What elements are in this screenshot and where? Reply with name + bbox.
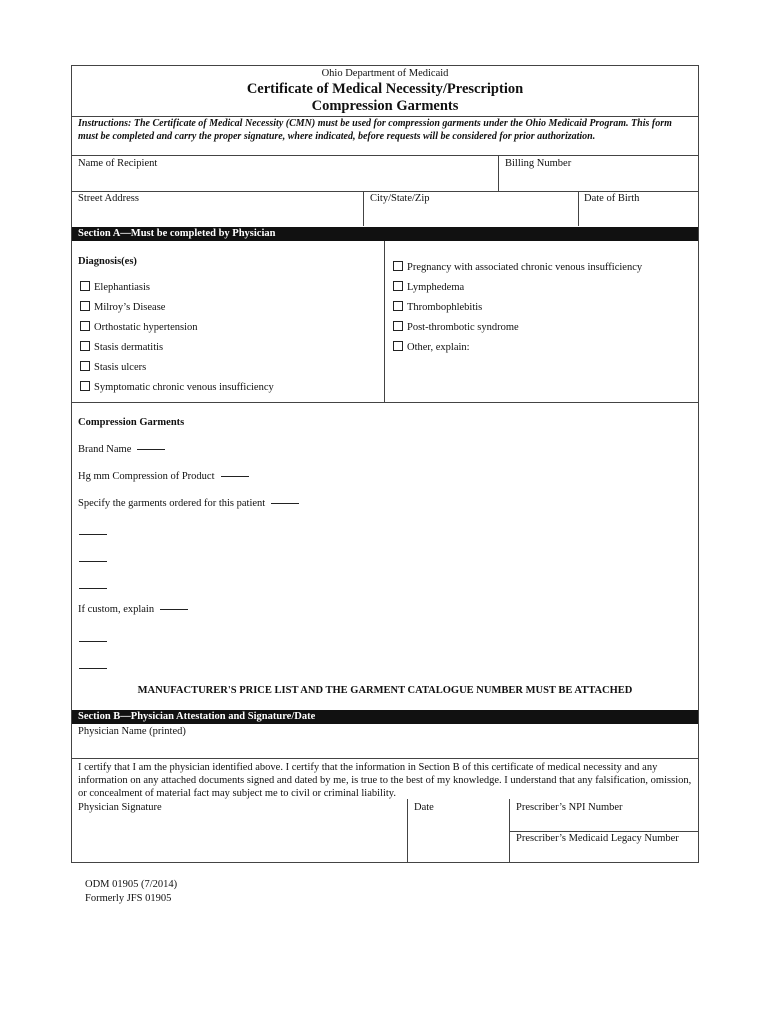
recipient-name-field[interactable] bbox=[73, 156, 497, 191]
city-state-zip-label: City/State/Zip bbox=[370, 193, 430, 204]
section-a-header: Section A—Must be completed by Physician bbox=[72, 227, 698, 241]
checkbox-box[interactable] bbox=[393, 261, 403, 271]
diagnosis-stasis-ulcers-checkbox[interactable] bbox=[80, 361, 146, 374]
checkbox-label: Elephantiasis bbox=[94, 282, 150, 293]
physician-signature-field[interactable] bbox=[73, 814, 406, 862]
compression-garments-heading: Compression Garments bbox=[78, 417, 185, 428]
hg-compression-field[interactable] bbox=[78, 470, 249, 483]
physician-name-field[interactable] bbox=[73, 725, 697, 758]
hg-compression-blank[interactable] bbox=[221, 476, 249, 477]
checkbox-box[interactable] bbox=[80, 381, 90, 391]
instructions-text: Instructions: The Certificate of Medical Necessity (CMN) must be used for compression garments under the Ohio Medicaid Program. This form must be completed and carry the proper signature, where indicated, before requests will be considered for prior authorization. bbox=[78, 118, 672, 142]
diagnosis-stasis-dermatitis-checkbox[interactable] bbox=[80, 341, 163, 354]
billing-number-label: Billing Number bbox=[505, 158, 572, 169]
brand-name-label: Brand Name bbox=[78, 444, 132, 455]
custom-line-2[interactable] bbox=[79, 668, 107, 669]
city-state-zip-field[interactable] bbox=[364, 192, 577, 226]
checkbox-label: Thrombophlebitis bbox=[407, 302, 483, 313]
diagnosis-other-checkbox[interactable] bbox=[393, 341, 470, 354]
recipient-name-label: Name of Recipient bbox=[78, 158, 158, 169]
diagnosis-symptomatic-cvi-checkbox[interactable] bbox=[80, 381, 274, 394]
specify-garments-label: Specify the garments ordered for this patient bbox=[78, 498, 266, 509]
physician-name-label: Physician Name (printed) bbox=[78, 726, 186, 737]
checkbox-box[interactable] bbox=[393, 281, 403, 291]
checkbox-box[interactable] bbox=[80, 281, 90, 291]
npi-number-label: Prescriber’s NPI Number bbox=[516, 802, 623, 813]
diagnosis-post-thrombotic-checkbox[interactable] bbox=[393, 321, 519, 334]
signature-date-field[interactable] bbox=[408, 814, 508, 862]
certification-statement: I certify that I am the physician identified above. I certify that the information in Section B of this certificate of medical necessity and any information on any attached documents signed and dated by me, is true to the best of my knowledge. I understand that any falsification, omission, or concealment of material fact may subject me to civil or criminal liability. bbox=[78, 762, 692, 799]
custom-line-1[interactable] bbox=[79, 641, 107, 642]
section-b-header: Section B—Physician Attestation and Signature/Date bbox=[72, 710, 698, 724]
diagnosis-elephantiasis-checkbox[interactable] bbox=[80, 281, 150, 294]
form-subtitle: Compression Garments bbox=[311, 98, 459, 114]
checkbox-label: Orthostatic hypertension bbox=[94, 322, 198, 333]
checkbox-box[interactable] bbox=[80, 321, 90, 331]
garment-line-2[interactable] bbox=[79, 561, 107, 562]
medical-necessity-form bbox=[71, 65, 699, 863]
checkbox-label: Symptomatic chronic venous insufficiency bbox=[94, 382, 274, 393]
form-title: Certificate of Medical Necessity/Prescription bbox=[246, 81, 524, 97]
checkbox-label: Lymphedema bbox=[407, 282, 465, 293]
checkbox-label: Milroy’s Disease bbox=[94, 302, 166, 313]
agency-name: Ohio Department of Medicaid bbox=[321, 68, 449, 79]
custom-explain-blank[interactable] bbox=[160, 609, 188, 610]
street-address-field[interactable] bbox=[73, 192, 363, 226]
form-number: ODM 01905 (7/2014) bbox=[85, 879, 178, 890]
checkbox-box[interactable] bbox=[393, 301, 403, 311]
medicaid-legacy-number-label: Prescriber’s Medicaid Legacy Number bbox=[516, 833, 679, 844]
checkbox-label: Pregnancy with associated chronic venous insufficiency bbox=[407, 262, 643, 273]
date-label: Date bbox=[414, 802, 434, 813]
checkbox-label: Other, explain: bbox=[407, 342, 470, 353]
formerly-form-number: Formerly JFS 01905 bbox=[85, 893, 172, 904]
date-of-birth-field[interactable] bbox=[579, 192, 697, 226]
diagnosis-lymphedema-checkbox[interactable] bbox=[393, 281, 464, 294]
checkbox-box[interactable] bbox=[393, 341, 403, 351]
specify-garments-field[interactable] bbox=[78, 497, 299, 510]
billing-number-field[interactable] bbox=[499, 156, 697, 191]
diagnosis-thrombophlebitis-checkbox[interactable] bbox=[393, 301, 482, 314]
price-list-notice: MANUFACTURER'S PRICE LIST AND THE GARMENT CATALOGUE NUMBER MUST BE ATTACHED bbox=[137, 685, 633, 696]
custom-explain-label: If custom, explain bbox=[78, 604, 155, 615]
garment-line-3[interactable] bbox=[79, 588, 107, 589]
checkbox-box[interactable] bbox=[80, 361, 90, 371]
checkbox-label: Post-thrombotic syndrome bbox=[407, 322, 519, 333]
street-address-label: Street Address bbox=[78, 193, 139, 204]
specify-garments-blank[interactable] bbox=[271, 503, 299, 504]
npi-number-field[interactable] bbox=[510, 814, 697, 830]
checkbox-box[interactable] bbox=[80, 301, 90, 311]
diagnosis-label: Diagnosis(es) bbox=[78, 256, 137, 267]
checkbox-box[interactable] bbox=[80, 341, 90, 351]
diagnosis-milroys-disease-checkbox[interactable] bbox=[80, 301, 165, 314]
checkbox-label: Stasis dermatitis bbox=[94, 342, 164, 353]
diagnosis-pregnancy-cvi-checkbox[interactable] bbox=[393, 261, 642, 274]
date-of-birth-label: Date of Birth bbox=[584, 193, 640, 204]
hg-compression-label: Hg mm Compression of Product bbox=[78, 471, 215, 482]
garment-line-1[interactable] bbox=[79, 534, 107, 535]
checkbox-label: Stasis ulcers bbox=[94, 362, 147, 373]
diagnosis-orthostatic-hypertension-checkbox[interactable] bbox=[80, 321, 198, 334]
custom-explain-field[interactable] bbox=[78, 603, 188, 616]
brand-name-blank[interactable] bbox=[137, 449, 165, 450]
brand-name-field[interactable] bbox=[78, 443, 165, 456]
checkbox-box[interactable] bbox=[393, 321, 403, 331]
physician-signature-label: Physician Signature bbox=[78, 802, 162, 813]
